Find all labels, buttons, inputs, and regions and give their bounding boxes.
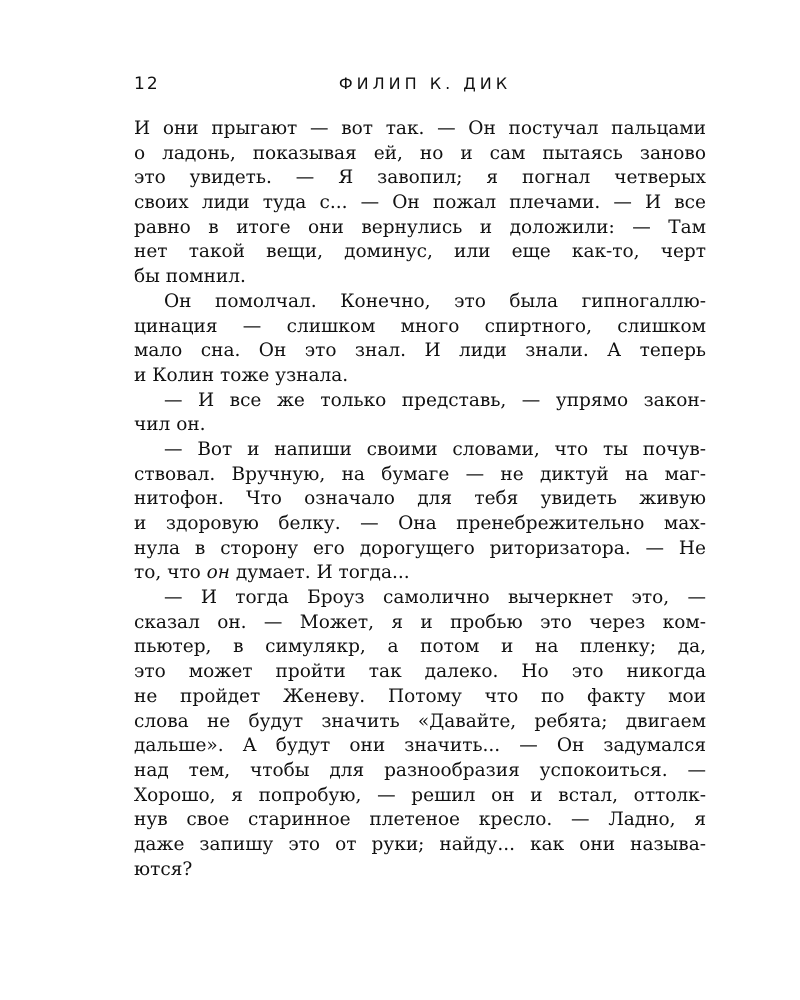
text-line: Хорошо, я попробую, — решил он и встал, оттолк-: [134, 784, 706, 806]
text-line: и здоровую белку. — Она пренебрежительно мах-: [134, 513, 706, 534]
text-line: нитофон. Что означало для тебя увидеть живую: [134, 488, 706, 510]
text-line: не пройдет Женеву. Потому что по факту мои: [134, 685, 706, 707]
text-line: даже запишу это от руки; найду... как они называ-: [134, 833, 706, 855]
text-line: ются?: [134, 858, 193, 880]
text-line: своих лиди туда с... — Он пожал плечами. — И все: [134, 192, 706, 214]
text-line: о ладонь, показывая ей, но и сам пытаясь заново: [134, 142, 706, 164]
text-line: это увидеть. — Я завопил; я погнал четверых: [134, 167, 706, 189]
text-line-with-emphasis: [134, 561, 706, 586]
text-line: ствовал. Вручную, на бумаге — не диктуй на маг-: [134, 463, 706, 485]
text-line: это может пройти так далеко. Но это никогда: [134, 661, 706, 683]
body-text: [134, 117, 706, 882]
text-line: мало сна. Он это знал. И лиди знали. А теперь: [134, 340, 706, 362]
text-line: — И тогда Броуз самолично вычеркнет это, —: [164, 587, 706, 609]
text-line: слова не будут значить «Давайте, ребята; двигаем: [134, 710, 706, 732]
text-line: бы помнил.: [134, 266, 246, 288]
text-line: цинация — слишком много спиртного, слишком: [134, 315, 706, 337]
running-head: ФИЛИП К. ДИК: [338, 74, 512, 93]
line-segment: думает. И тогда...: [229, 562, 410, 584]
text-line: сказал он. — Может, я и пробью это через ком-: [134, 611, 706, 633]
line-segment: то, что: [134, 562, 207, 584]
text-line: над тем, чтобы для разнообразия успокоиться. —: [134, 759, 706, 781]
text-line: нув свое старинное плетеное кресло. — Ладно, я: [134, 809, 706, 831]
emphasis-word: он: [206, 562, 230, 584]
text-line: — Вот и напиши своими словами, что ты почув-: [164, 438, 706, 460]
text-line: Он помолчал. Конечно, это была гипногаллю-: [164, 290, 706, 312]
text-line: и Колин тоже узнала.: [134, 364, 349, 386]
text-line: дальше». А будут они значить... — Он задумался: [134, 735, 706, 757]
text-line: — И все же только представь, — упрямо закон-: [164, 389, 706, 411]
page-number: 12: [134, 74, 160, 94]
text-line: нула в сторону его дорогущего риторизатора. — Не: [134, 537, 706, 559]
text-line: нет такой вещи, доминус, или еще как-то, черт: [134, 241, 706, 263]
text-line: чил он.: [134, 414, 206, 436]
text-line: И они прыгают — вот так. — Он постучал пальцами: [134, 118, 706, 139]
text-line: пьютер, в симулякр, а потом и на пленку; да,: [134, 636, 706, 658]
text-line: равно в итоге они вернулись и доложили: — Там: [134, 216, 706, 238]
